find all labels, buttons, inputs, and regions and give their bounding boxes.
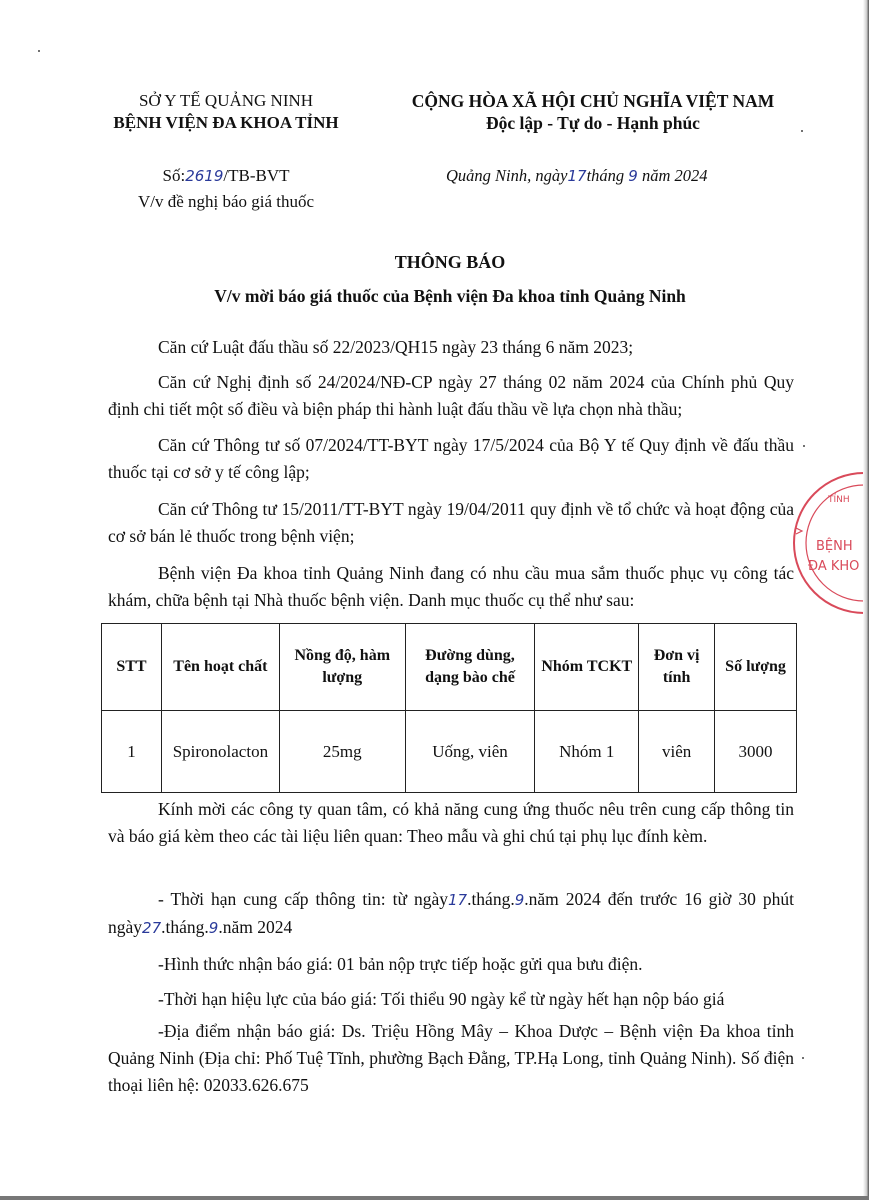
date-prefix: Quảng Ninh, ngày: [446, 166, 568, 185]
table-cell: 3000: [715, 711, 797, 793]
agency-name: SỞ Y TẾ QUẢNG NINH: [138, 91, 314, 110]
deadline-day-2: 27: [142, 919, 162, 937]
doc-number: [96, 166, 356, 186]
doc-subject: V/v đề nghị báo giá thuốc: [137, 192, 315, 211]
doc-title: THÔNG BÁO: [394, 252, 506, 272]
table-cell: 25mg: [279, 711, 405, 793]
scan-edge-right: [863, 0, 869, 1200]
table-cell: Nhóm 1: [535, 711, 639, 793]
paragraph-receive-form: [108, 951, 794, 978]
drug-table: [101, 623, 797, 793]
paragraph-legal-4: [108, 496, 794, 550]
paragraph-text: Căn cứ Nghị định số 24/2024/NĐ-CP ngày 27 tháng 02 năm 2024 của Chính phủ Quy định chi tiết một số điều và biện pháp thi hành luật đấu thầu về lựa chọn nhà thầu;: [108, 372, 794, 419]
seal-text: BỆNH: [816, 539, 853, 554]
date-mid: tháng: [586, 166, 625, 185]
table-header-cell: Nhóm TCKT: [535, 624, 639, 711]
deadline-text-1: - Thời hạn cung cấp thông tin: từ ngày: [158, 889, 448, 909]
paragraph-text: Căn cứ Thông tư số 07/2024/TT-BYT ngày 17/5/2024 của Bộ Y tế Quy định về đấu thầu thuốc tại cơ sở y tế công lập;: [108, 435, 794, 482]
doc-subtitle: V/v mời báo giá thuốc của Bệnh viện Đa khoa tỉnh Quảng Ninh: [214, 286, 686, 306]
table-header-cell: Đơn vị tính: [639, 624, 715, 711]
deadline-text-5: .năm 2024: [218, 917, 293, 937]
doc-number-prefix: Số:: [162, 166, 186, 185]
scan-speck: [802, 1057, 804, 1059]
motto: Độc lập - Tự do - Hạnh phúc: [486, 113, 700, 133]
scan-edge-bottom: [0, 1196, 869, 1200]
paragraph-text: -Hình thức nhận báo giá: 01 bản nộp trực tiếp hoặc gửi qua bưu điện.: [158, 954, 643, 974]
paragraph-need: [108, 560, 794, 614]
paragraph-legal-2: [108, 369, 794, 423]
table-cell: Uống, viên: [405, 711, 535, 793]
table-cell: viên: [639, 711, 715, 793]
table-header-cell: STT: [102, 624, 162, 711]
seal-text: ĐA KHO: [808, 559, 860, 574]
scan-speck: [38, 50, 40, 52]
table-header-cell: Số lượng: [715, 624, 797, 711]
doc-number-suffix: /TB-BVT: [223, 166, 290, 185]
deadline-month-2: 9: [208, 919, 219, 937]
paragraph-invite: [108, 796, 794, 850]
paragraph-text: -Địa điểm nhận báo giá: Ds. Triệu Hồng Mây – Khoa Dược – Bệnh viện Đa khoa tỉnh Quảng Ninh (Địa chỉ: Phố Tuệ Tĩnh, phường Bạch Đằng, TP.Hạ Long, tỉnh Quảng Ninh). Số điện thoại liên hệ: 02033.626.675: [108, 1021, 794, 1095]
paragraph-legal-3: [108, 432, 794, 486]
hospital-name: BỆNH VIỆN ĐA KHOA TỈNH: [113, 113, 339, 132]
paragraph-validity: [108, 986, 794, 1013]
deadline-text-4: .tháng.: [161, 917, 209, 937]
deadline-month-1: 9: [514, 891, 525, 909]
scan-speck: [801, 130, 803, 132]
official-seal: [776, 468, 869, 618]
paragraph-text: Căn cứ Thông tư 15/2011/TT-BYT ngày 19/04/2011 quy định về tổ chức và hoạt động của cơ sở bán lẻ thuốc trong bệnh viện;: [108, 499, 794, 546]
table-header-cell: Tên hoạt chất: [161, 624, 279, 711]
table-header-cell: Đường dùng, dạng bào chế: [405, 624, 535, 711]
deadline-text-2: .tháng.: [467, 889, 515, 909]
paragraph-legal-1: [108, 334, 794, 361]
paragraph-text: Bệnh viện Đa khoa tỉnh Quảng Ninh đang có nhu cầu mua sắm thuốc phục vụ công tác khám, chữa bệnh tại Nhà thuốc bệnh viện. Danh mục thuốc cụ thể như sau:: [108, 563, 794, 610]
date-line: [446, 166, 776, 186]
paragraph-text: Kính mời các công ty quan tâm, có khả năng cung ứng thuốc nêu trên cung cấp thông tin và báo giá kèm theo các tài liệu liên quan: Theo mẫu và ghi chú tại phụ lục đính kèm.: [108, 799, 794, 846]
table-header-cell: Nồng độ, hàm lượng: [279, 624, 405, 711]
nation-name: CỘNG HÒA XÃ HỘI CHỦ NGHĨA VIỆT NAM: [411, 91, 775, 111]
doc-number-handwritten: 2619: [185, 167, 224, 185]
paragraph-location: [108, 1018, 794, 1099]
deadline-day-1: 17: [447, 891, 468, 909]
table-header-row: [102, 624, 797, 711]
seal-text: TỈNH: [828, 495, 850, 505]
paragraph-text: -Thời hạn hiệu lực của báo giá: Tối thiểu 90 ngày kể từ ngày hết hạn nộp báo giá: [158, 989, 725, 1009]
date-month: 9: [628, 167, 638, 185]
date-day: 17: [567, 167, 587, 185]
header-left: [96, 90, 356, 134]
date-suffix: năm 2024: [641, 166, 708, 185]
deadline-text-3: .năm 2024 đến trước 16 giờ 30 phút ngày: [108, 889, 794, 937]
table-cell: 1: [102, 711, 162, 793]
table-row: [102, 711, 797, 793]
paragraph-text: Căn cứ Luật đấu thầu số 22/2023/QH15 ngày 23 tháng 6 năm 2023;: [158, 337, 634, 357]
scan-speck: [803, 445, 805, 447]
paragraph-deadline: [108, 886, 794, 942]
table-cell: Spironolacton: [161, 711, 279, 793]
header-right: [388, 90, 798, 134]
